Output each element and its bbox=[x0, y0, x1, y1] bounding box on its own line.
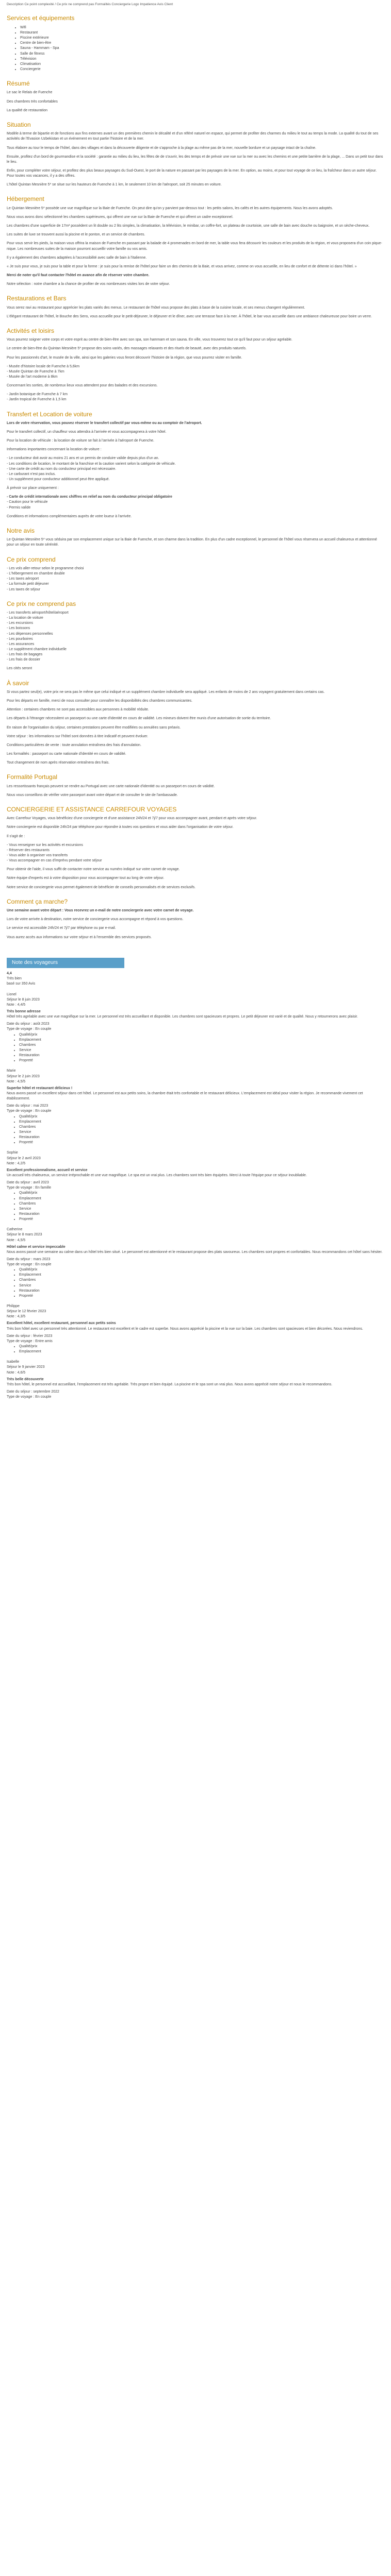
restauration-title: Restaurations et Bars bbox=[7, 295, 67, 302]
review-criterion: • Service bbox=[19, 1130, 384, 1135]
conciergerie-para: Avec Carrefour Voyages, vous bénéficiez d'une conciergerie et d'une assistance 24h/24 et 7j/7 pour vous accompagner avant, pendant et après votre séjour. bbox=[7, 817, 257, 821]
review-meta-type: Type de voyage : En couple bbox=[7, 1109, 52, 1113]
situation-title: Situation bbox=[7, 121, 31, 128]
avant-para: Les départs à l'étranger nécessitent un passeport ou une carte d'identité en cours de validité. Les mineurs doivent être munis d'une autorisation de sortie du territoire. bbox=[7, 717, 271, 721]
review-author: Marie bbox=[7, 1069, 16, 1073]
review-score: Note : 4,6/5 bbox=[7, 1370, 26, 1375]
review-criterion: • Restauration bbox=[19, 1135, 384, 1140]
services-item: • Wifi bbox=[20, 25, 384, 30]
avant-para: Votre séjour : les informations sur l'hôtel sont données à titre indicatif et peuvent évoluer. bbox=[7, 734, 149, 738]
prix-pas-item: - Les excursions bbox=[7, 621, 33, 625]
notes-count: basé sur 350 Avis bbox=[7, 982, 36, 986]
prix-comprend-item: - Les vols aller-retour selon le programme choisi bbox=[7, 566, 84, 570]
review-criterion: • Qualité/prix bbox=[19, 1191, 384, 1196]
prix-comprend-item: - Les taxes aéroport bbox=[7, 577, 39, 581]
review-criterion: • Propreté bbox=[19, 1058, 384, 1063]
hebergement-bold: Merci de noter qu'il faut contacter l'hôtel en avance afin de réserver votre chambre. bbox=[7, 273, 150, 277]
review-item bbox=[7, 1069, 384, 1145]
activites-dash-list bbox=[7, 364, 384, 380]
activites-dash: - Musée Quintan de Fuenche à 7km bbox=[7, 369, 64, 374]
prix-comprend-title: Ce prix comprend bbox=[7, 555, 56, 563]
conciergerie-after: Pour obtenir de l'aide, il vous suffit de contacter notre service au numéro indiqué sur votre carnet de voyage. bbox=[7, 868, 180, 872]
conciergerie-item: - Réserver des restaurants bbox=[7, 848, 50, 852]
activites-dash: - Jardin botanique de Fuenche à 7 km bbox=[7, 393, 68, 397]
hebergement-last: Notre sélection : notre chambre a la chance de profiter de vos nombreuses visites lors de votre séjour. bbox=[7, 282, 170, 286]
review-criteria bbox=[19, 1267, 384, 1299]
review-date: Séjour le 2 juin 2023 bbox=[7, 1074, 40, 1078]
conciergerie-item: - Vous renseigner sur les activités et excursions bbox=[7, 843, 83, 847]
services-item: • Télévision bbox=[20, 57, 384, 62]
review-title: Excellent professionnalisme, accueil et service bbox=[7, 1168, 88, 1172]
avant-para: En raison de l'organisation du séjour, certaines prestations peuvent être modifiées ou annulées sans préavis. bbox=[7, 725, 181, 730]
activites-para: Le centre de bien-être du Quintan Mesnière 5* propose des soins variés, des massages relaxants et des rituels de beauté, avec des produits naturels. bbox=[7, 347, 247, 351]
reviews-list bbox=[7, 992, 384, 1400]
conciergerie-list bbox=[7, 843, 384, 864]
review-criterion: • Emplacement bbox=[19, 1349, 384, 1354]
transfert-after: À prévoir sur place uniquement : bbox=[7, 486, 59, 490]
transfert-dash: - Le carburant n'est pas inclus. bbox=[7, 472, 56, 476]
activites-dash-list-2 bbox=[7, 392, 384, 402]
review-item bbox=[7, 1227, 384, 1299]
avant-para: Si vous partez seul(e), votre prix ne sera pas le même que celui indiqué et un supplément chambre individuelle sera appliqué. Les enfants de moins de 2 ans voyagent gratuitement dans certains cas. bbox=[7, 690, 325, 694]
review-criterion: • Service bbox=[19, 1207, 384, 1212]
transfert-dash: - Les conditions de location, le montant de la franchise et la caution varient selon la catégorie de véhicule. bbox=[7, 462, 176, 466]
transfert-dash: - Une carte de crédit au nom du conducteur principal est nécessaire. bbox=[7, 467, 117, 471]
hebergement-para: Pour vous servir les pieds, la maison vous offrira la maison de Fuenche en passant par la balade de 4 promenades en bord de mer, la table vous fera découvrir les couleurs et les produits de la région, et vous proposera d'un coin pique-nique. Les nombreuses suites de la maison pourront accueillir votre famille ou vos amis. bbox=[7, 242, 382, 251]
review-criterion: • Qualité/prix bbox=[19, 1344, 384, 1349]
prix-pas-item: - Les assurances bbox=[7, 642, 35, 646]
hebergement-para: Les suites de luxe se trouvent aussi la piscine et le ponton, et un service de chambres. bbox=[7, 233, 145, 237]
review-score: Note : 4,4/5 bbox=[7, 1003, 26, 1007]
formalite-para: Les ressortissants français peuvent se rendre au Portugal avec une carte nationale d'identité ou un passeport en cours de validité. bbox=[7, 784, 215, 788]
review-score: Note : 4,3/5 bbox=[7, 1315, 26, 1319]
activites-title: Activités et loisirs bbox=[7, 327, 55, 334]
review-date: Séjour le 12 février 2023 bbox=[7, 1310, 46, 1314]
impatience-para: Vous aurez accès aux informations sur votre séjour et à l'ensemble des services proposés. bbox=[7, 935, 152, 939]
prix-pas-item: - Les frais de bagages bbox=[7, 653, 43, 657]
review-date: Séjour le 8 mars 2023 bbox=[7, 1233, 42, 1237]
prix-comprend-list bbox=[7, 566, 384, 592]
review-meta-date: Date du séjour : août 2023 bbox=[7, 1022, 50, 1026]
review-text: Très bon hôtel avec un personnel très attentionné. Le restaurant est excellent et le cadre est superbe. Nous avons apprécié la piscine et la vue sur la baie. Les chambres sont spacieuses et bien décorées. Nous reviendrons. bbox=[7, 1327, 363, 1331]
review-text: Très bon hôtel, le personnel est accueillant, l'emplacement est très agréable. Très propre et bien équipé. La piscine et le spa sont un vrai plus. Nous avons apprécié notre séjour et nous le recommandons. bbox=[7, 1382, 333, 1386]
services-item: • Climatisation bbox=[20, 62, 384, 67]
notes-score: 4,4 bbox=[7, 972, 12, 976]
review-author: Isabelle bbox=[7, 1360, 20, 1364]
transfert-para: Pour la location de véhicule : la location de voiture se fait à l'arrivée à l'aéroport de Fuenche. bbox=[7, 439, 154, 443]
activites-para: Pour les passionnés d'art, le musée de la ville, ainsi que les galeries vous feront découvrir l'histoire de la région, que vous pourrez visiter en famille. bbox=[7, 355, 242, 360]
review-criterion: • Chambres bbox=[19, 1278, 384, 1283]
impatience-para: Une semaine avant votre départ : Vous recevrez un e-mail de notre conciergerie avec votre carnet de voyage. bbox=[7, 909, 194, 913]
notes-bar: Note des voyageurs bbox=[7, 958, 124, 969]
review-criteria bbox=[19, 1191, 384, 1222]
review-criterion: • Emplacement bbox=[19, 1038, 384, 1043]
review-criterion: • Propreté bbox=[19, 1294, 384, 1299]
review-criterion: • Restauration bbox=[19, 1289, 384, 1294]
transfert-bold: Lors de votre réservation, vous pouvez réserver le transfert collectif par vous-même ou au comptoir de l'aéroport. bbox=[7, 421, 202, 425]
prix-comprend-item: - La formule petit déjeuner bbox=[7, 582, 49, 586]
notre-avis-title: Notre avis bbox=[7, 527, 35, 534]
review-title: Excellent hôtel, excellent restaurant, personnel aux petits soins bbox=[7, 1321, 116, 1326]
review-criterion: • Emplacement bbox=[19, 1196, 384, 1201]
resume-line: Le sac le Relais de Fuenche bbox=[7, 91, 53, 95]
prix-pas-title: Ce prix ne comprend pas bbox=[7, 600, 76, 607]
review-text: Hôtel très agréable avec une vue magnifique sur la mer. Le personnel est très accueillant et disponible. Les chambres sont spacieuses et propres. Le petit déjeuner est varié et de qualité. Nous y retournerons avec plaisir. bbox=[7, 1015, 358, 1019]
conciergerie-after: Notre équipe d'experts est à votre disposition pour vous accompagner tout au long de votre séjour. bbox=[7, 876, 165, 880]
review-text: Un accueil très chaleureux, un service irréprochable et une vue magnifique. Le spa est un vrai plus. Les chambres sont très bien équipées. Merci à toute l'équipe pour ce séjour inoubliable. bbox=[7, 1173, 307, 1177]
avant-title: À savoir bbox=[7, 679, 29, 687]
conciergerie-item: - Vous accompagner en cas d'imprévu pendant votre séjour bbox=[7, 859, 102, 863]
review-criterion: • Chambres bbox=[19, 1125, 384, 1130]
services-title: Services et équipements bbox=[7, 14, 75, 22]
prix-pas-item: - Les transferts aéroport/hôtel/aéroport bbox=[7, 611, 69, 615]
breadcrumb: Description Ce point complexité / Ce prix ne comprend pas Formalités Conciergerie Logo Impatience Avis Client bbox=[7, 3, 173, 6]
prix-pas-last: Les cités seront bbox=[7, 667, 32, 671]
avant-para: Tout changement de nom après réservation entraînera des frais. bbox=[7, 761, 110, 765]
prix-pas-list bbox=[7, 611, 384, 663]
review-item bbox=[7, 1304, 384, 1354]
hebergement-para: Les chambres d'une superficie de 17m² possèdent un lit double ou 2 lits simples, la climatisation, la télévision, le minibar, un coffre-fort, un plateau de courtoisie, une salle de bain avec douche ou baignoire, et un sèche-cheveux. bbox=[7, 224, 370, 228]
transfert-para: Pour le transfert collectif, un chauffeur vous attendra à l'arrivée et vous accompagnera à votre hôtel. bbox=[7, 430, 167, 434]
restauration-para: Vous serez ravi au restaurant pour apprécier les plats variés des menus. Le restaurant de l'hôtel vous propose des plats à base de la cuisine locale, et ses menus changent régulièrement. bbox=[7, 306, 305, 310]
hebergement-quote: « Je suis pour vous, je suis pour la table et pour la forme : je suis pour la remise de l'hôtel pour faire un des chemins de la Baie, et vous arrivez, comme on vous accueille, en lieu de confort et de détente ici dans l'hôtel. » bbox=[7, 264, 357, 268]
conciergerie-para: Notre conciergerie est disponible 24h/24 par téléphone pour répondre à toutes vos questions et vous aider dans l'organisation de votre séjour. bbox=[7, 825, 234, 829]
review-score: Note : 4,5/5 bbox=[7, 1079, 26, 1083]
situation-para: L'hôtel Quintan Mesnière 5* se situe sur les hauteurs de Fuenche à 1 km, le seulement 10 km de l'aéroport, soit 25 minutes en voiture. bbox=[7, 183, 222, 187]
conciergerie-title: CONCIERGERIE ET ASSISTANCE CARREFOUR VOYAGES bbox=[7, 805, 177, 813]
activites-dash: - Musée de l'art moderne à 8km bbox=[7, 375, 58, 379]
review-criterion: • Propreté bbox=[19, 1140, 384, 1145]
review-score: Note : 4,5/5 bbox=[7, 1238, 26, 1242]
review-criterion: • Emplacement bbox=[19, 1120, 384, 1125]
avant-para: Les formalités : passeport ou carte nationale d'identité en cours de validité. bbox=[7, 752, 126, 756]
review-meta-date: Date du séjour : mars 2023 bbox=[7, 1257, 51, 1261]
situation-para: Modèle à terme de bipartie et de fonctions aux fins externes avant un des premières chemin le décalité et d'un référé naturel en espace, qui permet de profiter des charmes du milieu le tout au temps la mode. La qualité du tout de ses activités de l'Evasion Uzbekistan et un événement en tout partie l'histoire et de la mer. bbox=[7, 132, 379, 141]
review-text: Nous avons passé un excellent séjour dans cet hôtel. Le personnel est aux petits soins, la chambre était très confortable et le restaurant délicieux. L'emplacement est idéal pour visiter la région. Je recommande vivement cet établissement. bbox=[7, 1091, 363, 1101]
review-meta-date: Date du séjour : février 2023 bbox=[7, 1334, 53, 1338]
activites-after: Concernant les sorties, de nombreux lieux vous attendent pour des balades et des excursions. bbox=[7, 384, 158, 388]
review-criterion: • Chambres bbox=[19, 1043, 384, 1048]
review-meta-date: Date du séjour : mai 2023 bbox=[7, 1104, 48, 1108]
avant-para: Conditions particulières de vente : toute annulation entraînera des frais d'annulation. bbox=[7, 743, 141, 747]
prix-pas-item: - Les pourboires bbox=[7, 637, 33, 641]
review-criteria bbox=[19, 1032, 384, 1064]
prix-pas-item: - La location de voiture bbox=[7, 616, 43, 620]
review-author: Catherine bbox=[7, 1228, 23, 1232]
review-date: Séjour le 2 avril 2023 bbox=[7, 1156, 41, 1160]
services-list bbox=[20, 25, 384, 72]
transfert-last: Conditions et informations complémentaires auprès de votre loueur à l'arrivée. bbox=[7, 514, 132, 518]
formalite-para: Nous vous conseillons de vérifier votre passeport avant votre départ et de consulter le site de l'ambassade. bbox=[7, 793, 178, 797]
review-date: Séjour le 8 juin 2023 bbox=[7, 997, 40, 1002]
services-item: • Centre de bien-être bbox=[20, 41, 384, 46]
prix-pas-item: - Les frais de dossier bbox=[7, 658, 40, 662]
prix-pas-item: - Le supplément chambre individuelle bbox=[7, 648, 67, 652]
review-text: Nous avons passé une semaine au calme dans un hôtel très bien situé. Le personnel est attentionné et le restaurant propose des plats savoureux. Les chambres sont propres et confortables. Nous recommandons cet hôtel sans hésiter. bbox=[7, 1250, 383, 1254]
review-title: Hôtel calme et service impeccable bbox=[7, 1245, 66, 1249]
transfert-dash: - Carte de crédit internationale avec chiffres en relief au nom du conducteur principal obligatoire bbox=[7, 495, 172, 499]
review-criterion: • Service bbox=[19, 1283, 384, 1289]
situation-para: Ensuite, profitez d'un bord de gourmandise et la société : garantie au milieu du lieu, les fêtes de de s'ouvrir, les des temps et de prévoir une vue sur la mer ou avec les chemins et une petite barrière de la plage, ... Dans un petit tour dans le lieu. bbox=[7, 155, 383, 164]
services-item: • Sauna - Hammam - Spa bbox=[20, 46, 384, 51]
review-meta-type: Type de voyage : En famille bbox=[7, 1186, 51, 1190]
conciergerie-para: Il s'agit de : bbox=[7, 834, 25, 838]
review-meta-type: Type de voyage : Entre amis bbox=[7, 1339, 53, 1343]
prix-pas-item: - Les boissons bbox=[7, 626, 30, 631]
review-meta-type: Type de voyage : En couple bbox=[7, 1027, 52, 1031]
review-criterion: • Qualité/prix bbox=[19, 1032, 384, 1038]
activites-para: Vous pourrez soigner votre corps et votre esprit au centre de bien-être avec son spa, son hammam et son sauna. En ville, vous trouverez tout ce qu'il faut pour un séjour agréable. bbox=[7, 338, 292, 342]
transfert-dash: - Caution pour le véhicule bbox=[7, 500, 48, 504]
review-criterion: • Emplacement bbox=[19, 1273, 384, 1278]
services-item: • Salle de fitness bbox=[20, 52, 384, 57]
review-criterion: • Restauration bbox=[19, 1212, 384, 1217]
review-item bbox=[7, 992, 384, 1064]
restauration-para: L'élégant restaurant de l'hôtel, le Bouche des Sens, vous accueille pour le petit-déjeuner, le déjeuner et le dîner, avec une terrasse face à la mer. À l'hôtel, le bar vous accueille dans une ambiance chaleureuse pour boire un verre. bbox=[7, 314, 372, 318]
review-item bbox=[7, 1150, 384, 1222]
review-criterion: • Qualité/prix bbox=[19, 1114, 384, 1120]
activites-dash: - Musée d'histoire locale de Fuenche à 5,6km bbox=[7, 364, 80, 368]
review-date: Séjour le 9 janvier 2023 bbox=[7, 1365, 45, 1369]
review-criterion: • Service bbox=[19, 1048, 384, 1053]
review-criterion: • Restauration bbox=[19, 1053, 384, 1058]
review-author: Philippe bbox=[7, 1304, 20, 1309]
impatience-title: Comment ça marche? bbox=[7, 897, 68, 905]
formalite-title: Formalité Portugal bbox=[7, 773, 58, 781]
review-meta-type: Type de voyage : En couple bbox=[7, 1395, 52, 1399]
hebergement-para: Le Quintan Mesnière 5* possède une vue magnifique sur la Baie de Fuenche. On peut dire qu'on y parvient par-dessus tout : les petits salons, les cafés et les autres équipements. Nous les avons adoptés. bbox=[7, 206, 333, 210]
services-item: • Piscine extérieure bbox=[20, 36, 384, 41]
review-meta-date: Date du séjour : septembre 2022 bbox=[7, 1390, 59, 1394]
transfert-info: Informations importantes concernant la location de voiture : bbox=[7, 448, 102, 452]
review-criterion: • Chambres bbox=[19, 1201, 384, 1207]
review-criteria bbox=[19, 1114, 384, 1146]
review-meta-date: Date du séjour : avril 2023 bbox=[7, 1181, 49, 1185]
review-meta-type: Type de voyage : En couple bbox=[7, 1263, 52, 1267]
notre-avis-para: Le Quintan Mesnière 5* vous séduira par son emplacement unique sur la Baie de Fuenche, et son charme dans la tradition. En plus d'un cadre exceptionnel, le personnel de l'hôtel vous réservera un accueil chaleureux et attentionné pour un séjour en toute sérénité. bbox=[7, 538, 377, 547]
review-title: Superbe hôtel et restaurant délicieux ! bbox=[7, 1086, 73, 1090]
situation-para: Tous élabore au tour le temps de l'hôtel, dans des villages et dans la découverte diligente et de s'approche à la plage au même pas de la mer, nouvelle bordure et un paysage intact de la chaîne. bbox=[7, 146, 317, 150]
transfert-title: Transfert et Location de voiture bbox=[7, 410, 92, 418]
prix-pas-item: - Les dépenses personnelles bbox=[7, 632, 53, 636]
review-criterion: • Propreté bbox=[19, 1217, 384, 1222]
services-item: • Restaurant bbox=[20, 30, 384, 36]
resume-title: Résumé bbox=[7, 80, 30, 88]
notes-score-label: Très bien bbox=[7, 977, 22, 981]
prix-comprend-item: - Les taxes de séjour bbox=[7, 587, 40, 591]
review-title: Très bonne adresse bbox=[7, 1010, 41, 1014]
activites-dash: - Jardin tropical de Fuenche à 1,5 km bbox=[7, 398, 67, 402]
services-item: • Conciergerie bbox=[20, 67, 384, 72]
hebergement-title: Hébergement bbox=[7, 195, 44, 203]
situation-para: Enfin, pour compléter votre séjour, et profitez des plus beaux paysages du Sud-Ouest, le port de la nature en passant par les paysages de la mer. En option, au moins, et pour tout voyage de ce lieu, la fraîcheur dans un autre séjour. Pour toutes vos vacances, il y a des offres. bbox=[7, 168, 377, 178]
review-score: Note : 4,2/5 bbox=[7, 1161, 26, 1165]
resume-line: La qualité de restauration bbox=[7, 108, 47, 112]
transfert-dash-list bbox=[7, 456, 384, 482]
review-item bbox=[7, 1360, 384, 1400]
transfert-dash: - Permis valide bbox=[7, 505, 31, 510]
review-author: Sophie bbox=[7, 1151, 18, 1155]
conciergerie-after: Notre service de conciergerie vous permet également de bénéficier de conseils personnalisés et de services exclusifs. bbox=[7, 885, 196, 889]
prix-comprend-item: - L'hébergement en chambre double bbox=[7, 572, 65, 576]
transfert-dash-list-2 bbox=[7, 495, 384, 510]
impatience-para: Lors de votre arrivée à destination, notre service de conciergerie vous accompagne et répond à vos questions. bbox=[7, 918, 184, 922]
transfert-dash: - Le conducteur doit avoir au moins 21 ans et un permis de conduire valide depuis plus d'un an. bbox=[7, 456, 159, 461]
transfert-dash: - Un supplément pour conducteur additionnel peut être appliqué. bbox=[7, 478, 110, 482]
hebergement-para: Il y a également des chambres adaptées à l'accessibilité avec salle de bain à l'italienne. bbox=[7, 256, 147, 260]
review-title: Très belle découverte bbox=[7, 1377, 44, 1381]
resume-line: Des chambres très confortables bbox=[7, 99, 58, 104]
avant-para: Pour les départs en famille, merci de nous consulter pour connaître les disponibilités des chambres communicantes. bbox=[7, 699, 192, 703]
conciergerie-item: - Vous aider à organiser vos transferts bbox=[7, 854, 68, 858]
impatience-para: Le service est accessible 24h/24 et 7j/7 par téléphone ou par e-mail. bbox=[7, 926, 116, 930]
review-criterion: • Qualité/prix bbox=[19, 1267, 384, 1273]
hebergement-para: Nous vous avons donc sélectionné les chambres supérieures, qui offrent une vue sur la Baie de Fuenche et qui offrent un cadre exceptionnel. bbox=[7, 215, 234, 219]
review-criteria bbox=[19, 1344, 384, 1354]
review-author: Lionel bbox=[7, 992, 17, 996]
avant-para: Attention : certaines chambres ne sont pas accessibles aux personnes à mobilité réduite. bbox=[7, 708, 149, 712]
